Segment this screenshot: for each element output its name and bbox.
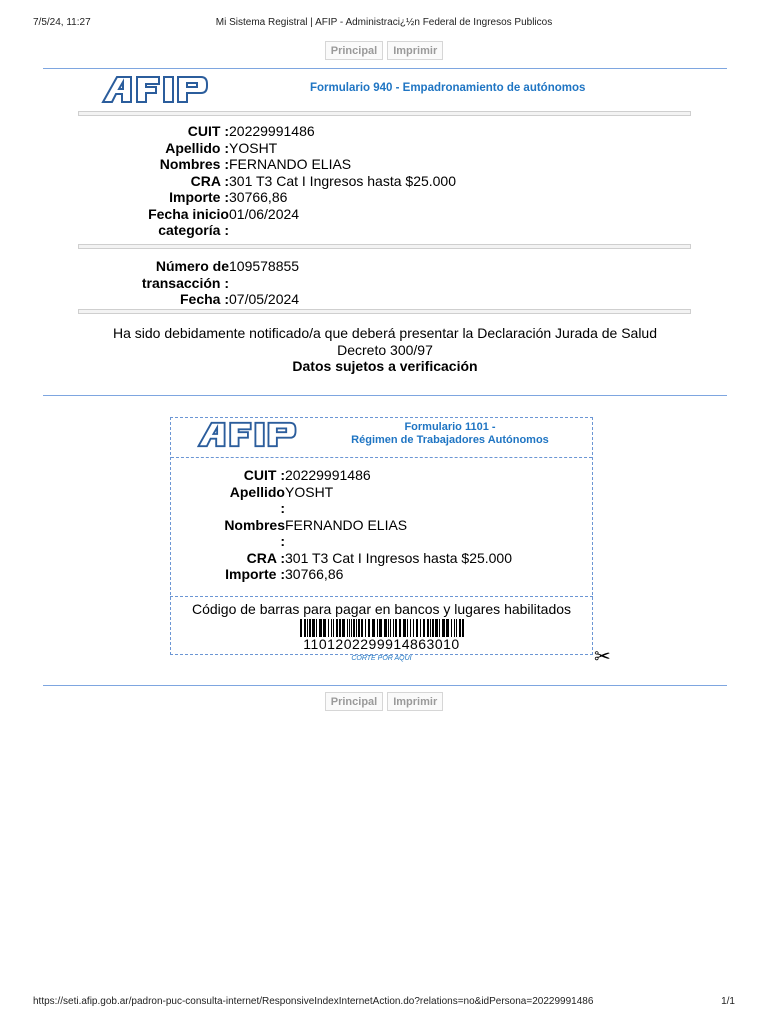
field-label: Apellido : (165, 139, 229, 156)
field-label: Importe : (225, 566, 285, 582)
field-value: YOSHT (229, 139, 278, 156)
field-row (100, 123, 456, 140)
field-row (100, 156, 456, 173)
field-row (100, 258, 299, 275)
field-row (167, 566, 512, 583)
field-label: transacción : (141, 274, 229, 291)
field-label: Fecha inicio (148, 205, 229, 222)
field-row (167, 500, 512, 517)
field-row (167, 467, 512, 484)
field-row (100, 275, 299, 292)
print-header (33, 17, 735, 31)
field-row (100, 189, 456, 206)
field-row (100, 173, 456, 190)
form-1101-fields (167, 467, 512, 583)
field-value: 01/06/2024 (229, 205, 300, 222)
field-label: CUIT : (187, 123, 229, 139)
print-page-number: 1/1 (721, 996, 735, 1007)
field-label: : (280, 533, 285, 549)
field-value: 109578855 (229, 258, 300, 274)
field-label: CRA : (190, 172, 229, 189)
divider (43, 68, 727, 69)
principal-button[interactable]: Principal (325, 41, 383, 60)
field-value: 301 T3 Cat I Ingresos hasta $25.000 (285, 549, 513, 566)
field-row (167, 517, 512, 534)
bottom-button-bar (0, 692, 768, 712)
field-value: FERNANDO ELIAS (285, 516, 408, 533)
field-value: 301 T3 Cat I Ingresos hasta $25.000 (229, 172, 457, 189)
field-row (167, 484, 512, 501)
field-label: Importe : (169, 189, 229, 205)
field-row (167, 533, 512, 550)
field-value: 20229991486 (285, 467, 371, 483)
cut-here-label: CORTE POR AQUI (351, 655, 412, 662)
voucher-separator (170, 596, 593, 597)
barcode-number: 1101202299914863010 (303, 636, 460, 652)
field-row (100, 140, 456, 157)
form-940-title: Formulario 940 - Empadronamiento de autónomos (310, 82, 586, 94)
imprimir-button[interactable]: Imprimir (387, 692, 443, 711)
top-button-bar (0, 41, 768, 61)
field-row (100, 291, 299, 308)
field-label: Número de (155, 258, 229, 274)
voucher-separator (171, 457, 592, 458)
section-separator (78, 111, 691, 116)
field-label: Nombres (224, 516, 285, 533)
field-value: YOSHT (285, 483, 334, 500)
field-label: CUIT : (243, 467, 285, 483)
barcode (300, 619, 466, 637)
form-1101-title-line2: Régimen de Trabajadores Autónomos (351, 434, 549, 446)
scissors-icon: ✂ (594, 646, 611, 668)
imprimir-button[interactable]: Imprimir (387, 41, 443, 60)
field-value: 20229991486 (229, 123, 315, 139)
section-separator (78, 309, 691, 314)
form-940-fields (100, 123, 456, 239)
print-footer (33, 996, 735, 1010)
field-value: 07/05/2024 (229, 291, 300, 307)
field-label: Nombres : (159, 156, 229, 172)
print-datetime: 7/5/24, 11:27 (33, 17, 91, 28)
notice-decree: Decreto 300/97 (337, 341, 433, 358)
barcode-label: Código de barras para pagar en bancos y lugares habilitados (191, 601, 572, 617)
print-page-title: Mi Sistema Registral | AFIP - Administraci¿½n Federal de Ingresos Publicos (215, 17, 553, 28)
transaction-fields (100, 258, 299, 308)
field-value: FERNANDO ELIAS (229, 156, 352, 172)
field-row (100, 222, 456, 239)
section-separator (78, 244, 691, 249)
notice (43, 325, 727, 375)
field-label: categoría : (158, 222, 229, 238)
field-label: Apellido (229, 483, 285, 500)
afip-logo (194, 420, 300, 448)
field-row (100, 206, 456, 223)
form-1101-title (320, 421, 580, 447)
field-label: : (280, 500, 285, 516)
principal-button[interactable]: Principal (325, 692, 383, 711)
field-label: CRA : (246, 549, 285, 566)
afip-logo (101, 74, 209, 104)
notice-text: Ha sido debidamente notificado/a que deberá presentar la Declaración Jurada de Salud (112, 325, 658, 341)
form-1101-title-line1: Formulario 1101 - (404, 421, 496, 433)
print-url: https://seti.afip.gob.ar/padron-puc-consulta-internet/ResponsiveIndexInternetAction.do?relations=no&idPersona=20229991486 (33, 996, 594, 1007)
field-row (167, 550, 512, 567)
field-label: Fecha : (179, 291, 229, 307)
divider (43, 395, 727, 396)
field-value: 30766,86 (285, 566, 344, 582)
field-value: 30766,86 (229, 189, 288, 205)
divider (43, 685, 727, 686)
notice-verification: Datos sujetos a verificación (292, 358, 478, 374)
